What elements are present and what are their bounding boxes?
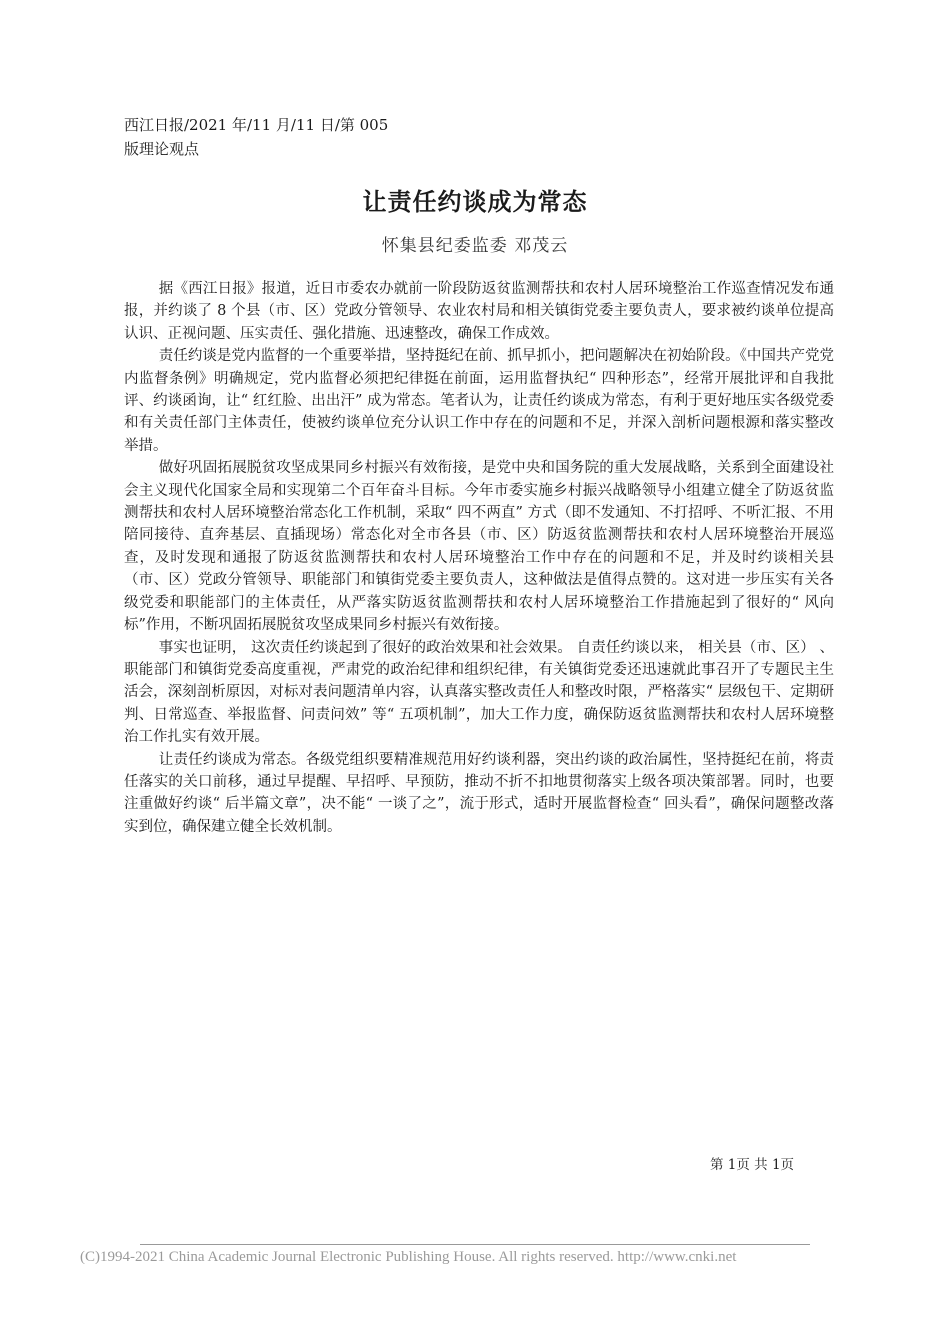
paragraph-3: 做好巩固拓展脱贫攻坚成果同乡村振兴有效衔接，是党中央和国务院的重大发展战略，关系到全面建设社会主义现代化国家全局和实现第二个百年奋斗目标。今年市委实施乡村振兴战略领导小组建立健全了防返贫监测帮扶和农村人居环境整治常态化工作机制，采取“ 四不两直” 方式（即不发通知、不打招呼、不听汇报、不用陪同接待、直奔基层、直插现场）常态化对全市各县（市、区）防返贫监测帮扶和农村人居环境整治开展巡查，及时发现和通报了防返贫监测帮扶和农村人居环境整治工作中存在的问题和不足，并及时约谈相关县（市、区）党政分管领导、职能部门和镇街党委主要负责人，这种做法是值得点赞的。这对进一步压实有关各级党委和职能部门的主体责任，从严落实防返贫监测帮扶和农村人居环境整治工作措施起到了很好的“ 风向标”作用，不断巩固拓展脱贫攻坚成果同乡村振兴有效衔接。 [124,460,834,634]
source-info [124,113,388,161]
source-line-2: 版理论观点 [124,140,200,158]
article-body [124,278,834,838]
paragraph-5: 让责任约谈成为常态。各级党组织要精准规范用好约谈利器，突出约谈的政治属性，坚持挺纪在前，将责任落实的关口前移，通过早提醒、早招呼、早预防，推动不折不扣地贯彻落实上级各项决策部署。同时，也要注重做好约谈“ 后半篇文章”，决不能“ 一谈了之”，流于形式，适时开展监督检查“ 回头看”，确保问题整改落实到位，确保建立健全长效机制。 [124,751,834,835]
paragraph-2: 责任约谈是党内监督的一个重要举措，坚持挺纪在前、抓早抓小，把问题解决在初始阶段。《中国共产党党内监督条例》明确规定，党内监督必须把纪律挺在前面，运用监督执纪“ 四种形态”，经常开展批评和自我批评、约谈函询，让“ 红红脸、出出汗” 成为常态。笔者认为，让责任约谈成为常态，有利于更好地压实各级党委和有关责任部门主体责任，使被约谈单位充分认识工作中存在的问题和不足，并深入剖析问题根源和落实整改举措。 [124,348,834,454]
footer-divider [140,1244,810,1245]
paragraph-4: 事实也证明， 这次责任约谈起到了很好的政治效果和社会效果。 自责任约谈以来， 相关县（市、区） 、职能部门和镇街党委高度重视，严肃党的政治纪律和组织纪律，有关镇街党委还迅速就此事召开了专题民主生活会，深刻剖析原因，对标对表问题清单内容，认真落实整改责任人和整改时限，严格落实“ 层级包干、定期研判、日常巡查、举报监督、问责问效” 等“ 五项机制”，加大工作力度，确保防返贫监测帮扶和农村人居环境整治工作扎实有效开展。 [124,639,834,746]
page-number: 第 1页 共 1页 [710,1157,795,1173]
copyright-footer: (C)1994-2021 China Academic Journal Electronic Publishing House. All rights reserved. http://www.cnki.net [80,1249,737,1265]
article-byline: 怀集县纪委监委 邓茂云 [381,236,569,256]
paragraph-1: 据《西江日报》报道，近日市委农办就前一阶段防返贫监测帮扶和农村人居环境整治工作巡查情况发布通报，并约谈了 8 个县（市、区）党政分管领导、农业农村局和相关镇街党委主要负责人，要求被约谈单位提高认识、正视问题、压实责任、强化措施、迅速整改，确保工作成效。 [124,281,834,342]
article-title: 让责任约谈成为常态 [362,187,588,216]
source-line-1: 西江日报/2021 年/11 月/11 日/第 005 [124,116,389,134]
